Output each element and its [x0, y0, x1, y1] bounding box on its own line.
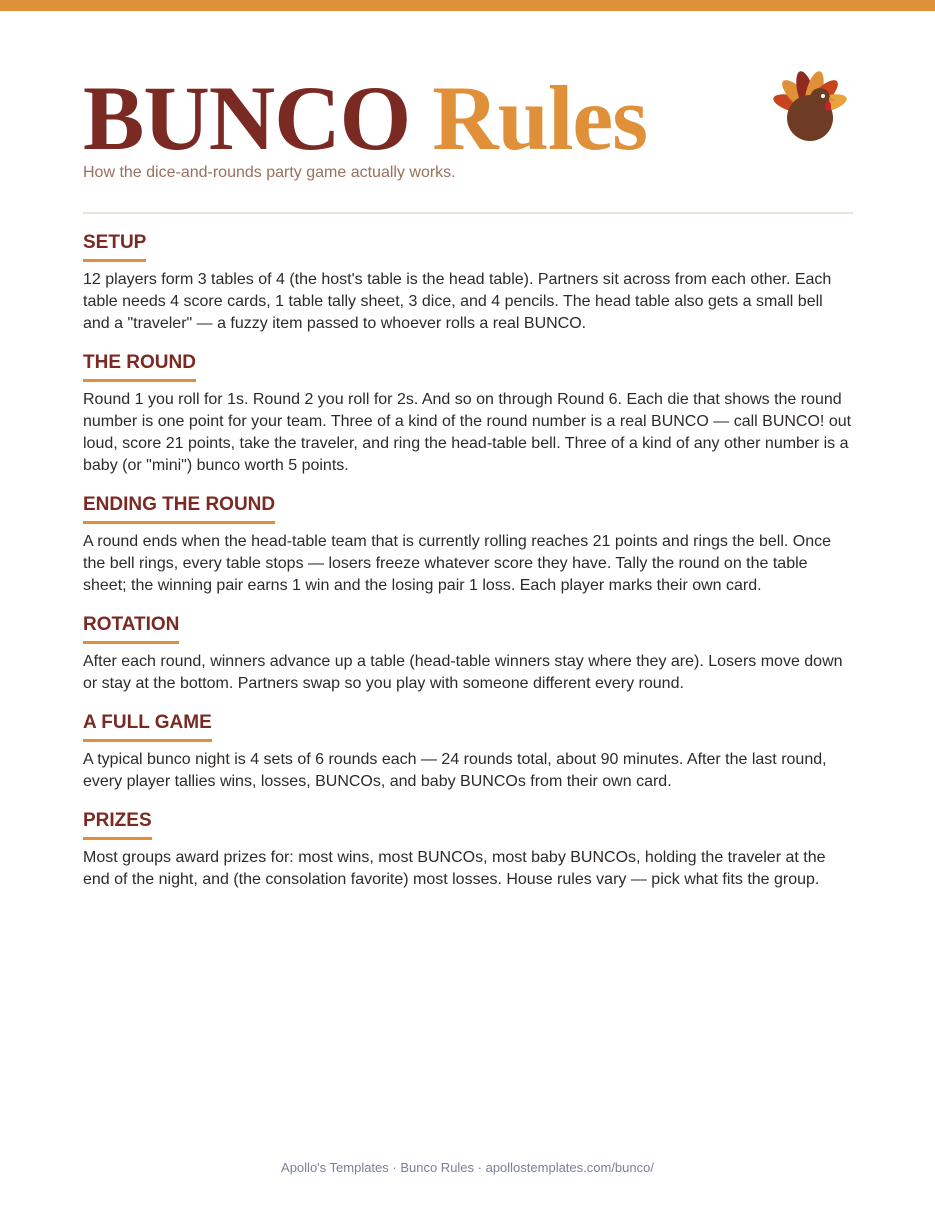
page-footer: Apollo's Templates · Bunco Rules · apollostemplates.com/bunco/ [281, 1160, 654, 1175]
page-title [83, 68, 853, 168]
header-divider [83, 212, 853, 214]
section-title: PRIZES [83, 809, 152, 840]
section-title: SETUP [83, 231, 146, 262]
section-body: A typical bunco night is 4 sets of 6 rounds each — 24 rounds total, about 90 minutes. After the last round, every player tallies wins, losses, BUNCOs, and baby BUNCOs from their own card. [83, 751, 827, 790]
section-body: Round 1 you roll for 1s. Round 2 you roll for 2s. And so on through Round 6. Each die that shows the round number is one point for your team. Three of a kind of the round number is a real BUNCO — call BUNCO! out loud, score 21 points, take the traveler, and ring the head-table bell. Three of a kind of any other number is a baby (or "mini") bunco worth 5 points. [83, 391, 852, 474]
section-a-full-game [83, 711, 853, 793]
section-body: A round ends when the head-table team that is currently rolling reaches 21 points and rings the bell. Once the bell rings, every table stops — losers freeze whatever score they have. Tally the round on the table sheet; the winning pair earns 1 win and the losing pair 1 loss. Each player marks their own card. [83, 533, 832, 594]
section-the-round [83, 351, 853, 477]
section-body: 12 players form 3 tables of 4 (the host's table is the head table). Partners sit across from each other. Each table needs 4 score cards, 1 table tally sheet, 3 dice, and 4 pencils. The head table also gets a small bell and a "traveler" — a fuzzy item passed to whoever rolls a real BUNCO. [83, 271, 832, 332]
section-prizes [83, 809, 853, 891]
top-accent-bar [0, 0, 935, 11]
section-title: ENDING THE ROUND [83, 493, 275, 524]
section-title: A FULL GAME [83, 711, 212, 742]
section-ending-the-round [83, 493, 853, 597]
page-header [83, 67, 853, 181]
turkey-icon [770, 66, 850, 146]
page-subtitle: How the dice-and-rounds party game actually works. [83, 164, 456, 181]
section-title: ROTATION [83, 613, 179, 644]
section-title: THE ROUND [83, 351, 196, 382]
section-body: Most groups award prizes for: most wins, most BUNCOs, most baby BUNCOs, holding the traveler at the end of the night, and (the consolation favorite) most losses. House rules vary — pick what fits the group. [83, 849, 826, 888]
rules-content [83, 231, 853, 907]
section-rotation [83, 613, 853, 695]
title-part-bunco: BUNCO [83, 67, 411, 169]
title-part-rules: Rules [432, 67, 648, 169]
section-body: After each round, winners advance up a table (head-table winners stay where they are). Losers move down or stay at the bottom. Partners swap so you play with someone different every round. [83, 653, 843, 692]
section-setup [83, 231, 853, 335]
